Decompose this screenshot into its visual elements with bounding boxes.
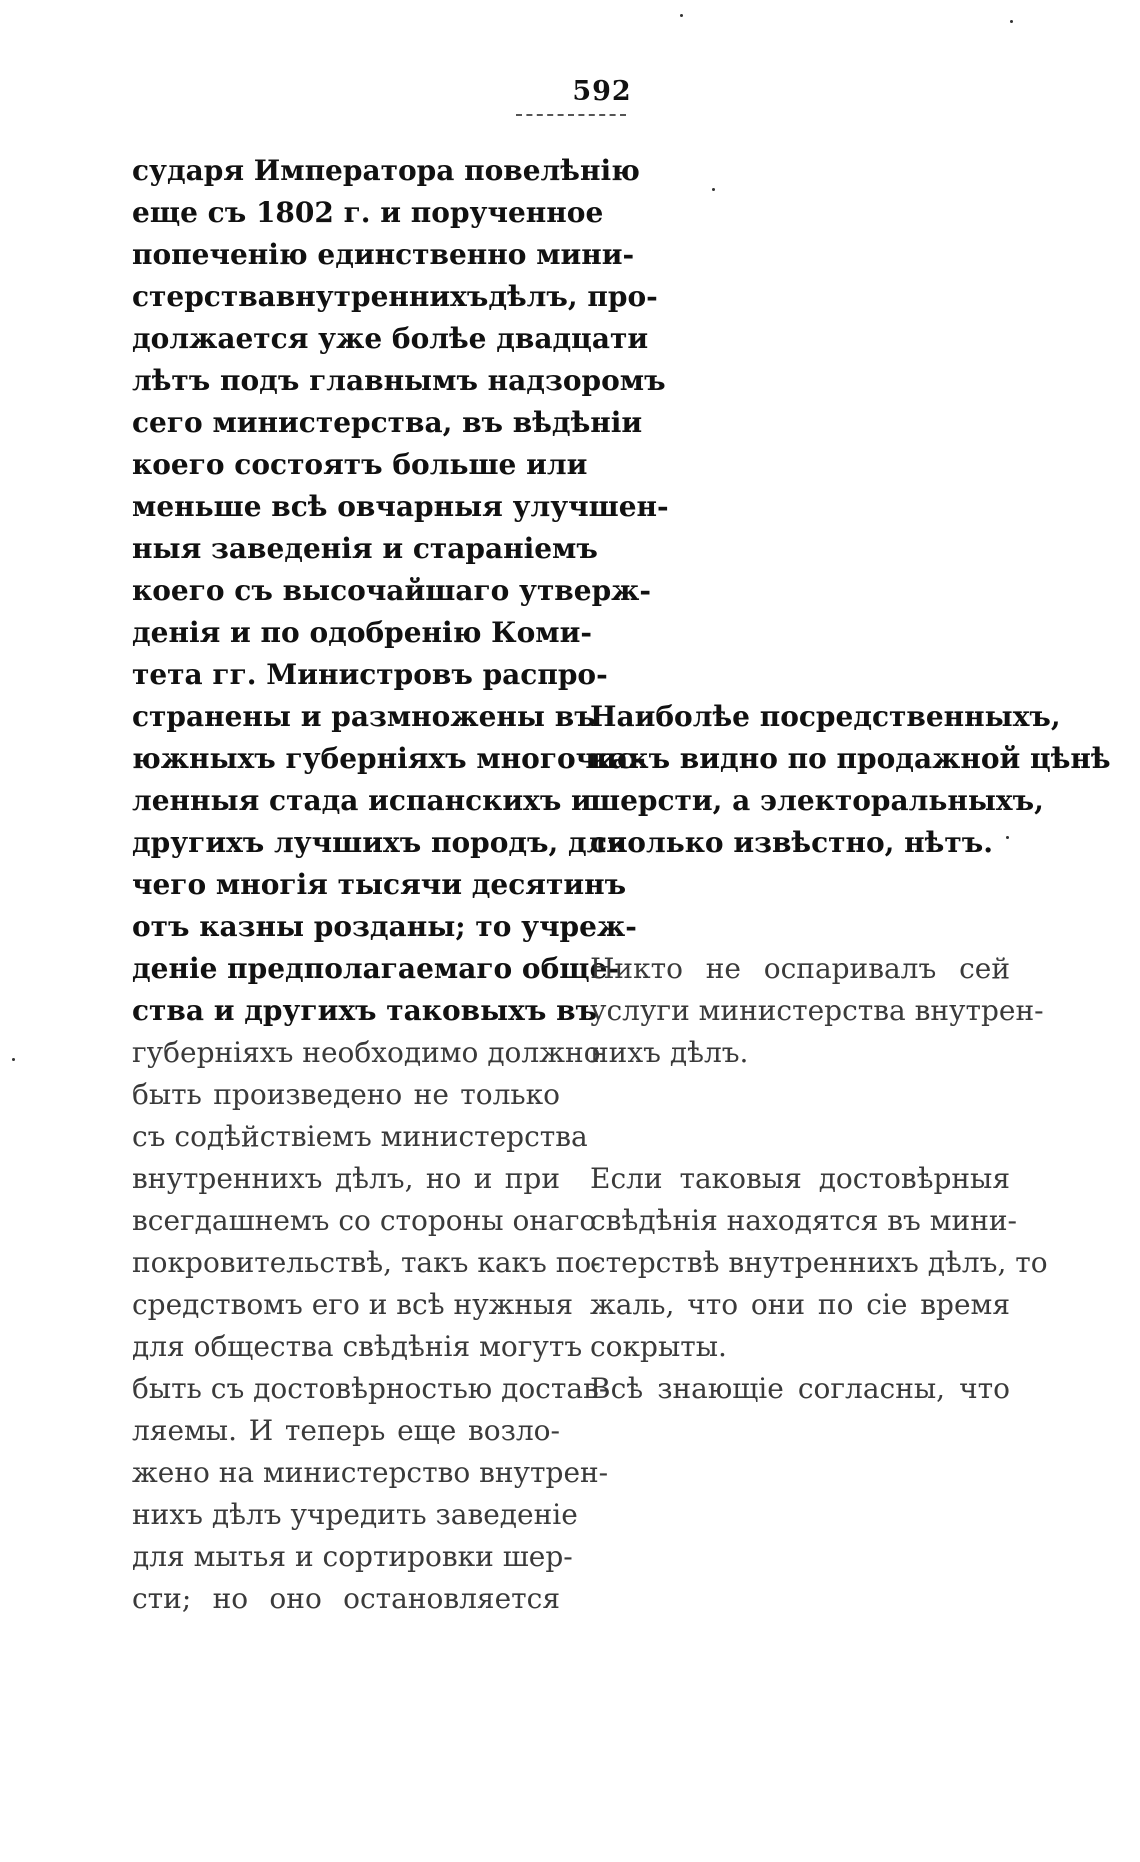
side-note-line: услуги министерства внутрен- — [590, 994, 1044, 1027]
side-note-line: Всѣ знающіе согласны, что — [590, 1372, 1010, 1405]
scan-speck — [1006, 836, 1009, 839]
main-text-line: быть съ достовѣрностью достав- — [132, 1372, 609, 1405]
main-text-line: ленныя стада испанскихъ и — [132, 784, 592, 817]
side-note-1 — [590, 696, 1111, 864]
side-note-2 — [590, 948, 1044, 1074]
main-text-line: покровительствѣ, такъ какъ по- — [132, 1246, 601, 1279]
main-text-line: жено на министерство внутрен- — [132, 1456, 609, 1489]
page-number: 592 — [572, 76, 632, 107]
side-note-line: жаль, что они по сіе время — [590, 1288, 1010, 1321]
side-note-line: шерсти, а электоральныхъ, — [590, 784, 1044, 817]
side-note-line: Если таковыя достовѣрныя — [590, 1162, 1010, 1195]
side-note-line: Никто не оспаривалъ сей — [590, 952, 1010, 985]
scan-speck — [712, 188, 715, 191]
main-text-line: ныя заведенія и стараніемъ — [132, 532, 598, 565]
side-note-line: Наиболѣе посредственныхъ, — [590, 700, 1061, 733]
main-text-line: съ содѣйствіемъ министерства — [132, 1120, 588, 1153]
main-text-line: южныхъ губерніяхъ многочис- — [132, 742, 646, 775]
main-text-line: для мытья и сортировки шер- — [132, 1540, 573, 1573]
main-text-line: денія и по одобренію Коми- — [132, 616, 593, 649]
main-text-line: губерніяхъ необходимо должно — [132, 1036, 601, 1069]
side-note-line: сколько извѣстно, нѣтъ. — [590, 826, 993, 859]
main-text-line: быть произведено не только — [132, 1078, 560, 1111]
main-text-line: ляемы. И теперь еще возло- — [132, 1414, 560, 1447]
side-note-line: какъ видно по продажной цѣнѣ — [590, 742, 1111, 775]
main-text-line: коего состоятъ больше или — [132, 448, 588, 481]
main-text-line: тета гг. Министровъ распро- — [132, 658, 608, 691]
side-note-3 — [590, 1158, 1048, 1368]
main-text-line: стерствавнутреннихъдѣлъ, про- — [132, 280, 658, 313]
scan-speck — [1010, 20, 1013, 23]
main-text-line: средствомъ его и всѣ нужныя — [132, 1288, 573, 1321]
main-text-line: ства и другихъ таковыхъ въ — [132, 994, 598, 1027]
main-text-line: меньше всѣ овчарныя улучшен- — [132, 490, 669, 523]
main-text-line: сти; но оно остановляется — [132, 1582, 560, 1615]
side-note-line: свѣдѣнія находятся въ мини- — [590, 1204, 1017, 1237]
main-text-line: лѣтъ подъ главнымъ надзоромъ — [132, 364, 666, 397]
scan-speck — [12, 1058, 15, 1061]
main-text-line: чего многія тысячи десятинъ — [132, 868, 627, 901]
header-rule — [516, 114, 626, 116]
side-note-line: нихъ дѣлъ. — [590, 1036, 749, 1069]
side-note-4 — [590, 1368, 1010, 1410]
main-text-line: сего министерства, въ вѣдѣніи — [132, 406, 643, 439]
main-text-line: должается уже болѣе двадцати — [132, 322, 649, 355]
main-text-line: внутреннихъ дѣлъ, но и при — [132, 1162, 560, 1195]
main-text-line: еще съ 1802 г. и порученное — [132, 196, 604, 229]
main-text-line: нихъ дѣлъ учредить заведеніе — [132, 1498, 578, 1531]
scan-speck — [680, 14, 683, 17]
main-text-line: странены и размножены въ — [132, 700, 596, 733]
main-text-line: попеченію единственно мини- — [132, 238, 635, 271]
side-note-line: сокрыты. — [590, 1330, 727, 1363]
main-text-line: для общества свѣдѣнія могутъ — [132, 1330, 583, 1363]
main-text-line: отъ казны розданы; то учреж- — [132, 910, 637, 943]
main-text-line: всегдашнемъ со стороны онаго — [132, 1204, 597, 1237]
main-text-line: другихъ лучшихъ породъ, для — [132, 826, 628, 859]
main-text-line: коего съ высочайшаго утверж- — [132, 574, 652, 607]
side-note-line: стерствѣ внутреннихъ дѣлъ, то — [590, 1246, 1048, 1279]
main-text-line: сударя Императора повелѣнію — [132, 154, 640, 187]
main-text-line: деніе предполагаемаго обще- — [132, 952, 620, 985]
